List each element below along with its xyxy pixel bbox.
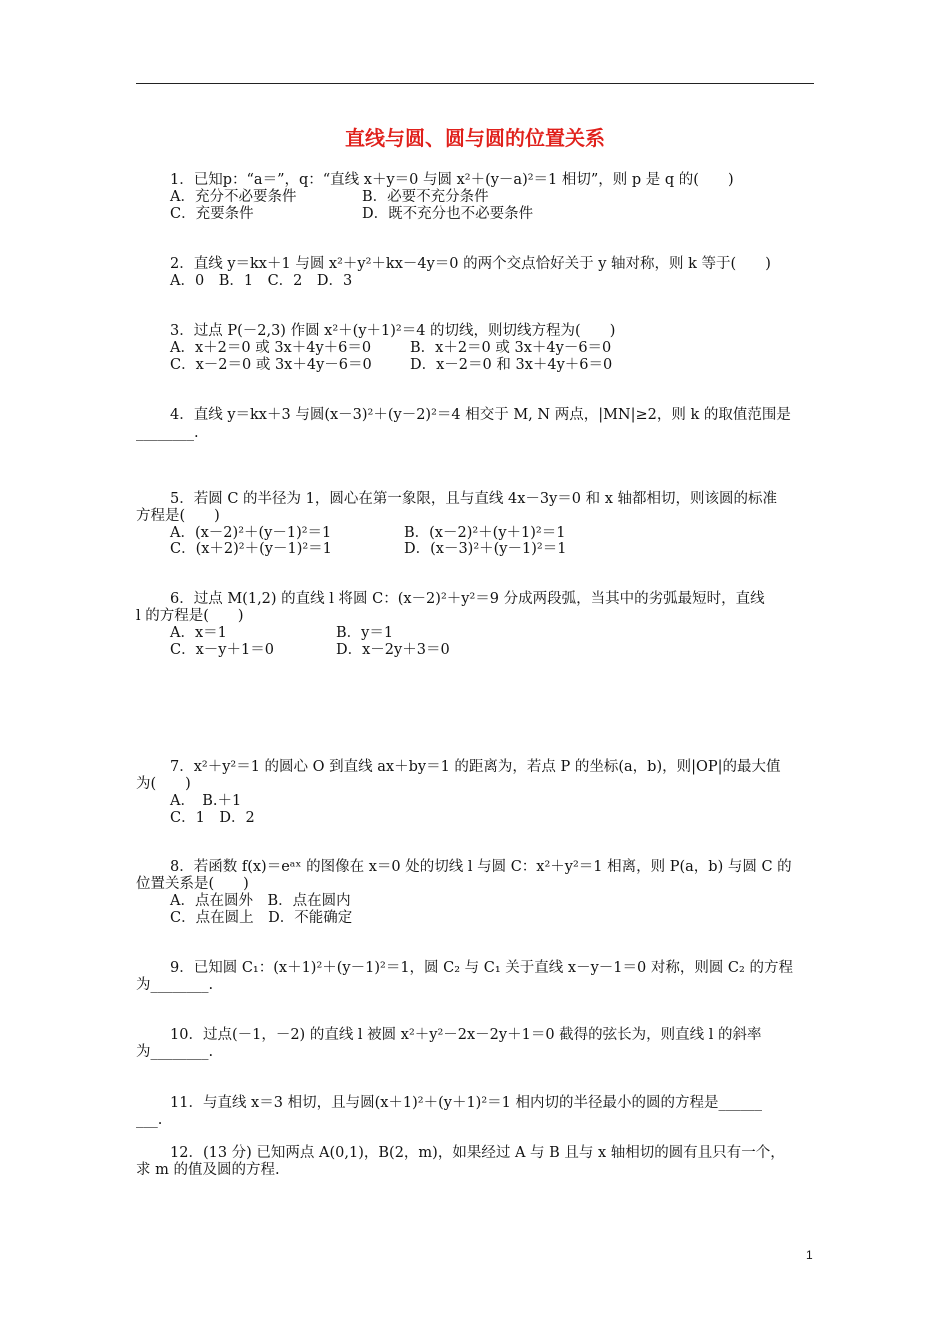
q10-blank: 为________. <box>136 1044 214 1060</box>
q1-option-c: C．充要条件 <box>170 206 254 222</box>
q5-stem: 5．若圆 C 的半径为 1，圆心在第一象限，且与直线 4x－3y＝0 和 x 轴都相切，则该圆的标准 <box>170 491 778 507</box>
q6-option-d: D．x－2y＋3＝0 <box>336 642 450 658</box>
q5-option-b: B．(x－2)²＋(y＋1)²＝1 <box>404 525 566 541</box>
q11-stem: 11．与直线 x＝3 相切，且与圆(x＋1)²＋(y＋1)²＝1 相内切的半径最小的圆的方程是______ <box>170 1095 762 1111</box>
q9-stem: 9．已知圆 C₁：(x＋1)²＋(y－1)²＝1，圆 C₂ 与 C₁ 关于直线 x－y－1＝0 对称，则圆 C₂ 的方程 <box>170 960 793 976</box>
q12-stem: 12．(13 分) 已知两点 A(0,1)，B(2，m)，如果经过 A 与 B 且与 x 轴相切的圆有且只有一个， <box>170 1145 785 1161</box>
q7-options-cd: C．1 D．2 <box>170 810 255 826</box>
q3-option-a: A．x＋2＝0 或 3x＋4y＋6＝0 <box>170 340 372 356</box>
q3-stem: 3．过点 P(－2,3) 作圆 x²＋(y＋1)²＝4 的切线，则切线方程为( ) <box>170 323 616 339</box>
q1-option-b: B．必要不充分条件 <box>362 189 489 205</box>
q11-blank: ___. <box>136 1112 163 1128</box>
q4-stem: 4．直线 y＝kx＋3 与圆(x－3)²＋(y－2)²＝4 相交于 M, N 两点，|MN|≥2，则 k 的取值范围是 <box>170 407 791 423</box>
q7-stem-cont: 为( ) <box>136 776 191 792</box>
q7-stem: 7．x²＋y²＝1 的圆心 O 到直线 ax＋by＝1 的距离为，若点 P 的坐标(a，b)，则|OP|的最大值 <box>170 759 781 775</box>
q1-option-d: D．既不充分也不必要条件 <box>362 206 534 222</box>
q6-option-b: B．y＝1 <box>336 625 394 641</box>
q6-stem-cont: l 的方程是( ) <box>136 608 244 624</box>
q8-options-cd: C．点在圆上 D．不能确定 <box>170 910 353 926</box>
q5-stem-cont: 方程是( ) <box>136 508 220 524</box>
q6-option-c: C．x－y＋1＝0 <box>170 642 274 658</box>
q5-option-d: D．(x－3)²＋(y－1)²＝1 <box>404 541 567 557</box>
q1-stem: 1．已知p：“a＝”，q：“直线 x＋y＝0 与圆 x²＋(y－a)²＝1 相切”，则 p 是 q 的( ) <box>170 172 734 188</box>
q3-option-b: B．x＋2＝0 或 3x＋4y－6＝0 <box>410 340 612 356</box>
q6-stem: 6．过点 M(1,2) 的直线 l 将圆 C：(x－2)²＋y²＝9 分成两段弧，当其中的劣弧最短时，直线 <box>170 591 765 607</box>
q8-options-ab: A．点在圆外 B．点在圆内 <box>170 893 351 909</box>
q3-option-d: D．x－2＝0 和 3x＋4y＋6＝0 <box>410 357 613 373</box>
q10-stem: 10．过点(－1，－2) 的直线 l 被圆 x²＋y²－2x－2y＋1＝0 截得的弦长为，则直线 l 的斜率 <box>170 1027 762 1043</box>
q2-options: A．0 B．1 C．2 D．3 <box>170 273 353 289</box>
q6-option-a: A．x＝1 <box>170 625 227 641</box>
q5-option-c: C．(x＋2)²＋(y－1)²＝1 <box>170 541 332 557</box>
q2-stem: 2．直线 y＝kx＋1 与圆 x²＋y²＋kx－4y＝0 的两个交点恰好关于 y 轴对称，则 k 等于( ) <box>170 256 771 272</box>
q8-stem: 8．若函数 f(x)＝eᵃˣ 的图像在 x＝0 处的切线 l 与圆 C：x²＋y²＝1 相离，则 P(a，b) 与圆 C 的 <box>170 859 792 875</box>
q9-blank: 为________. <box>136 977 214 993</box>
q8-stem-cont: 位置关系是( ) <box>136 876 249 892</box>
q3-option-c: C．x－2＝0 或 3x＋4y－6＝0 <box>170 357 372 373</box>
q5-option-a: A．(x－2)²＋(y－1)²＝1 <box>170 525 332 541</box>
header-rule <box>136 83 814 84</box>
page-number: 1 <box>806 1248 813 1262</box>
q1-option-a: A．充分不必要条件 <box>170 189 297 205</box>
q4-blank: ________. <box>136 425 199 441</box>
q7-options-ab: A． B.＋1 <box>170 793 242 809</box>
page-title: 直线与圆、圆与圆的位置关系 <box>345 126 605 150</box>
q12-stem-cont: 求 m 的值及圆的方程. <box>136 1162 280 1178</box>
